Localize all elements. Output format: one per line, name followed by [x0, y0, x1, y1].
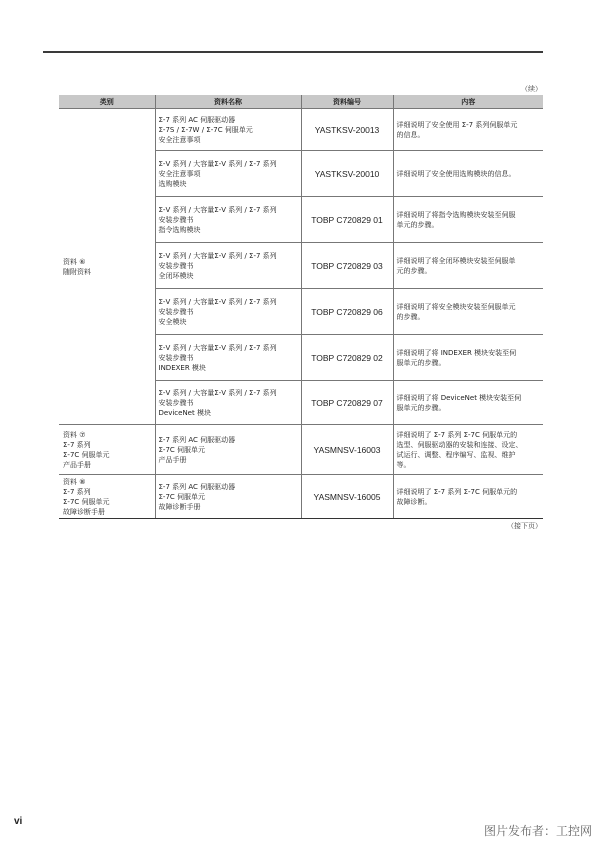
table-row	[59, 425, 543, 475]
text-line: 详细说明了将指令选购模块安装至伺服	[396, 210, 516, 219]
header-code: 资料编号	[301, 95, 393, 109]
continued-note: （续）	[521, 85, 542, 93]
text-line: Σ-7C 伺服单元	[63, 497, 110, 506]
text-line: 故障诊断手册	[63, 507, 105, 516]
content-cell	[393, 335, 543, 381]
text-line: 选型、伺服驱动器的安装和连接、设定、	[396, 440, 523, 449]
table-header-row	[59, 95, 543, 109]
text-line: INDEXER 模块	[158, 363, 206, 372]
text-line: Σ-V 系列 / 大容量Σ-V 系列 / Σ-7 系列	[158, 343, 277, 352]
text-line: 安全注意事项	[158, 135, 201, 144]
text-line: 安全注意事项	[158, 169, 201, 178]
text-line: Σ-V 系列 / 大容量Σ-V 系列 / Σ-7 系列	[158, 159, 277, 168]
next-page-note: （接下页）	[507, 522, 542, 530]
header-rule	[43, 51, 543, 53]
text-line: 详细说明了将 INDEXER 模块安装至伺	[396, 348, 517, 357]
text-line: 资料 ⑦	[63, 430, 86, 439]
document-name-cell	[155, 109, 301, 151]
header-category: 类别	[59, 95, 155, 109]
category-cell	[59, 425, 155, 475]
document-name-cell	[155, 381, 301, 425]
header-name: 资料名称	[155, 95, 301, 109]
document-code-cell: TOBP C720829 06	[301, 289, 393, 335]
document-code-cell: YASTKSV-20013	[301, 109, 393, 151]
document-code-cell: YASMNSV-16003	[301, 425, 393, 475]
content-cell	[393, 289, 543, 335]
content-cell	[393, 151, 543, 197]
header-content: 内容	[393, 95, 543, 109]
text-line: DeviceNet 模块	[158, 408, 211, 417]
text-line: 详细说明了将 DeviceNet 模块安装至伺	[396, 393, 522, 402]
content-cell	[393, 197, 543, 243]
document-name-cell	[155, 475, 301, 519]
text-line: 详细说明了 Σ-7 系列 Σ-7C 伺服单元的	[396, 430, 518, 439]
text-line: 服单元的步骤。	[396, 403, 446, 412]
document-code-cell: TOBP C720829 07	[301, 381, 393, 425]
text-line: 故障诊断手册	[158, 502, 201, 511]
page-number: vi	[14, 816, 23, 827]
content-cell	[393, 109, 543, 151]
text-line: 资料 ⑧	[63, 477, 86, 486]
text-line: Σ-7 系列 AC 伺服驱动器	[158, 435, 236, 444]
text-line: 详细说明了将全闭环模块安装至伺服单	[396, 256, 516, 265]
table-row	[59, 475, 543, 519]
text-line: Σ-7 系列	[63, 487, 91, 496]
text-line: 随附资料	[63, 267, 91, 276]
text-line: 选购模块	[158, 179, 187, 188]
document-name-cell	[155, 197, 301, 243]
text-line: Σ-7C 伺服单元	[63, 450, 110, 459]
text-line: 安装步骤书	[158, 215, 194, 224]
text-line: Σ-7C 伺服单元	[158, 445, 206, 454]
text-line: Σ-7 系列 AC 伺服驱动器	[158, 115, 236, 124]
category-cell	[59, 475, 155, 519]
watermark: 图片发布者：工控网	[483, 824, 592, 838]
document-name-cell	[155, 425, 301, 475]
document-code-cell: YASMNSV-16005	[301, 475, 393, 519]
document-code-cell: TOBP C720829 03	[301, 243, 393, 289]
content-cell	[393, 243, 543, 289]
text-line: 全闭环模块	[158, 271, 194, 280]
content-cell	[393, 381, 543, 425]
text-line: Σ-V 系列 / 大容量Σ-V 系列 / Σ-7 系列	[158, 205, 277, 214]
text-line: Σ-V 系列 / 大容量Σ-V 系列 / Σ-7 系列	[158, 251, 277, 260]
text-line: 安装步骤书	[158, 261, 194, 270]
text-line: 产品手册	[158, 455, 187, 464]
text-line: 安全模块	[158, 317, 187, 326]
document-code-cell: TOBP C720829 02	[301, 335, 393, 381]
text-line: 试运行、调整、程序编写、监视、维护	[396, 450, 516, 459]
text-line: 故障诊断。	[396, 497, 432, 506]
text-line: Σ-7 系列	[63, 440, 91, 449]
text-line: 产品手册	[63, 460, 91, 469]
content-cell	[393, 475, 543, 519]
text-line: 指令选购模块	[158, 225, 201, 234]
text-line: 详细说明了 Σ-7 系列 Σ-7C 伺服单元的	[396, 487, 518, 496]
text-line: 安装步骤书	[158, 353, 194, 362]
text-line: Σ-7 系列 AC 伺服驱动器	[158, 482, 236, 491]
text-line: 详细说明了安全使用 Σ-7 系列伺服单元	[396, 120, 518, 129]
text-line: 等。	[396, 460, 411, 469]
text-line: Σ-V 系列 / 大容量Σ-V 系列 / Σ-7 系列	[158, 388, 277, 397]
text-line: 的信息。	[396, 130, 425, 139]
text-line: 单元的步骤。	[396, 220, 439, 229]
document-name-cell	[155, 289, 301, 335]
text-line: Σ-7S / Σ-7W / Σ-7C 伺服单元	[158, 125, 253, 134]
text-line: 详细说明了将安全模块安装至伺服单元	[396, 302, 516, 311]
content-cell	[393, 425, 543, 475]
document-name-cell	[155, 335, 301, 381]
text-line: 服单元的步骤。	[396, 358, 446, 367]
text-line: 安装步骤书	[158, 307, 194, 316]
document-table	[59, 95, 543, 519]
document-code-cell: TOBP C720829 01	[301, 197, 393, 243]
document-name-cell	[155, 243, 301, 289]
document-code-cell: YASTKSV-20010	[301, 151, 393, 197]
text-line: 的步骤。	[396, 312, 425, 321]
text-line: Σ-7C 伺服单元	[158, 492, 206, 501]
text-line: 详细说明了安全使用选购模块的信息。	[396, 169, 516, 178]
text-line: 资料 ⑥	[63, 257, 86, 266]
text-line: 安装步骤书	[158, 398, 194, 407]
table-row	[59, 109, 543, 151]
text-line: Σ-V 系列 / 大容量Σ-V 系列 / Σ-7 系列	[158, 297, 277, 306]
document-name-cell	[155, 151, 301, 197]
text-line: 元的步骤。	[396, 266, 432, 275]
category-cell	[59, 109, 155, 425]
